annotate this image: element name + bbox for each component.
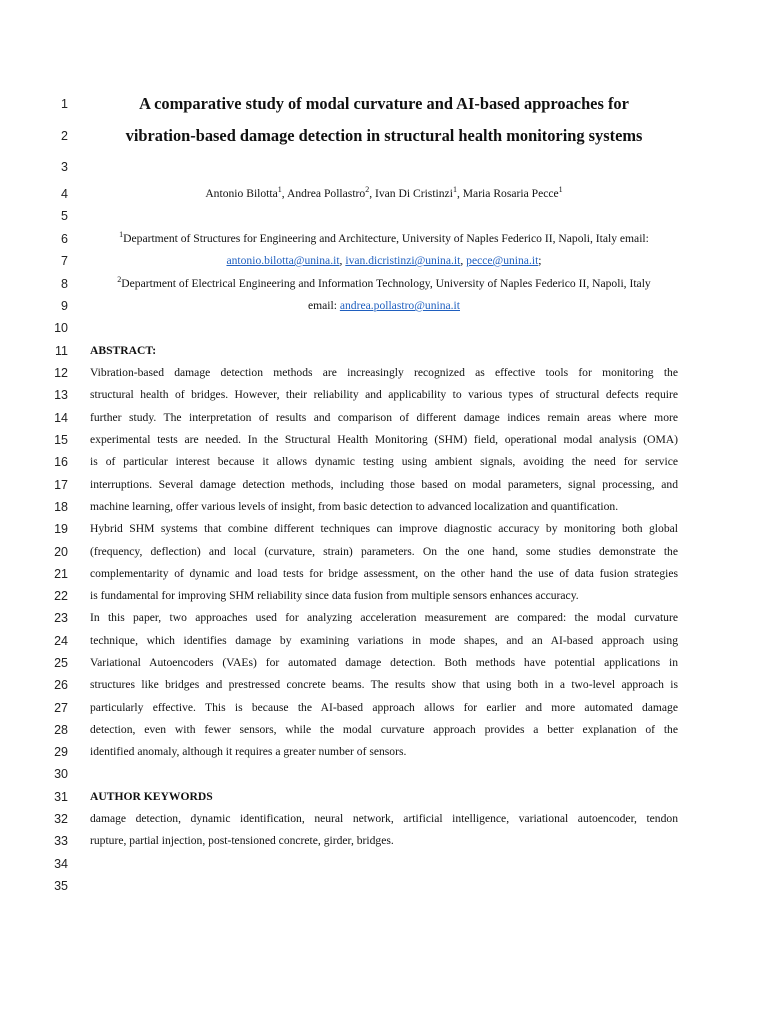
affiliation-text: Department of Electrical Engineering and Information Technology, University of Naples Federico II, Napoli, Italy [121, 277, 651, 290]
line-number: 14 [54, 411, 68, 425]
affiliation-text: Department of Structures for Engineering and Architecture, University of Naples Federico II, Napoli, Italy email: [123, 232, 649, 245]
line-number: 19 [54, 522, 68, 536]
author-name: Antonio Bilotta [205, 187, 278, 200]
line-number: 26 [54, 678, 68, 692]
line-number: 6 [61, 232, 68, 246]
line-number: 34 [54, 857, 68, 871]
line-number: 15 [54, 433, 68, 447]
email-label: email: [307, 299, 340, 312]
abstract-line: particularly effective. This is because the AI-based approach allows for earlier and more automated damage [90, 701, 678, 714]
email-link[interactable]: andrea.pollastro@unina.it [339, 299, 460, 312]
affiliation-mark: 2 [117, 275, 122, 285]
author-name: Maria Rosaria Pecce [462, 187, 559, 200]
email-separator: , [339, 254, 346, 267]
affiliation-1 [90, 231, 678, 247]
abstract-line: is fundamental for improving SHM reliability since data fusion from multiple sensors enhances accuracy. [90, 589, 579, 602]
line-number: 25 [54, 656, 68, 670]
abstract-line: interruptions. Several damage detection methods, including those based on modal parameters, signal processing, and [90, 478, 678, 491]
author-affiliation-mark: 1 [277, 185, 282, 195]
affiliation-mark: 1 [119, 230, 124, 240]
affiliation-2-email [90, 298, 678, 314]
abstract-line: experimental tests are needed. In the Structural Health Monitoring (SHM) field, operational modal analysis (OMA) [90, 433, 678, 446]
abstract-line: further study. The interpretation of results and comparison of different damage indices remain areas where more [90, 411, 678, 424]
line-number: 28 [54, 723, 68, 737]
line-number: 30 [54, 767, 68, 781]
abstract-line: complementarity of dynamic and load tests for bridge assessment, on the other hand the use of data fusion strategies [90, 567, 678, 580]
abstract-line: Vibration-based damage detection methods are increasingly recognized as effective tools for monitoring the [90, 366, 678, 379]
line-number: 8 [61, 277, 68, 291]
line-number: 13 [54, 388, 68, 402]
keywords-heading: AUTHOR KEYWORDS [90, 790, 213, 803]
abstract-heading: ABSTRACT: [90, 344, 157, 357]
abstract-line: Hybrid SHM systems that combine different techniques can improve diagnostic accuracy by monitoring both global [90, 522, 678, 535]
affiliation-2 [90, 276, 678, 292]
line-number: 24 [54, 634, 68, 648]
line-number: 3 [61, 160, 68, 174]
abstract-line: detection, even with fewer sensors, while the modal curvature approach provides a better explanation of the [90, 723, 678, 736]
line-number: 7 [61, 254, 68, 268]
author-separator: , [281, 187, 287, 200]
abstract-line: structures like bridges and prestressed concrete beams. The results show that using both in a two-level approach is [90, 678, 678, 691]
abstract-line: technique, which identifies damage by examining variations in mode shapes, and an AI-based approach using [90, 634, 678, 647]
email-separator: , [460, 254, 467, 267]
line-number: 11 [55, 344, 68, 358]
abstract-line: structural health of bridges. However, their reliability and applicability to various types of structural defects require [90, 388, 678, 401]
line-number: 29 [54, 745, 68, 759]
line-number: 10 [54, 321, 68, 335]
author-affiliation-mark: 1 [452, 185, 457, 195]
line-number: 16 [54, 455, 68, 469]
keywords-line: damage detection, dynamic identification, neural network, artificial intelligence, variational autoencoder, tendon [90, 812, 678, 825]
abstract-line: identified anomaly, although it requires a greater number of sensors. [90, 745, 407, 758]
abstract-line: In this paper, two approaches used for analyzing acceleration measurement are compared: the modal curvature [90, 611, 678, 624]
title-line: vibration-based damage detection in structural health monitoring systems [125, 126, 643, 145]
keywords-line: rupture, partial injection, post-tensioned concrete, girder, bridges. [90, 834, 394, 847]
author-separator: , [456, 187, 463, 200]
line-number: 20 [54, 545, 68, 559]
line-number: 4 [61, 187, 68, 201]
abstract-line: (frequency, deflection) and local (curvature, strain) parameters. On the one hand, some studies demonstrate the [90, 545, 678, 558]
line-number: 32 [54, 812, 68, 826]
abstract-line: Variational Autoencoders (VAEs) for automated damage detection. Both methods have potential applications in [90, 656, 678, 669]
line-number: 22 [54, 589, 68, 603]
line-number: 5 [61, 209, 68, 223]
email-terminator: ; [538, 254, 542, 267]
affiliation-1-emails [90, 253, 678, 269]
line-number: 17 [54, 478, 68, 492]
line-number: 23 [54, 611, 68, 625]
line-number: 35 [54, 879, 68, 893]
line-number: 9 [61, 299, 68, 313]
line-number: 21 [54, 567, 68, 581]
line-number: 2 [61, 129, 68, 143]
email-link[interactable]: pecce@unina.it [466, 254, 539, 267]
line-number: 31 [54, 790, 68, 804]
email-link[interactable]: antonio.bilotta@unina.it [226, 254, 340, 267]
author-name: Ivan Di Cristinzi [375, 187, 453, 200]
abstract-line: machine learning, offer various levels of insight, from basic detection to advanced localization and quantification. [90, 500, 619, 513]
author-list [90, 186, 678, 202]
line-number: 18 [54, 500, 68, 514]
abstract-line: is of particular interest because it allows dynamic testing using ambient signals, avoiding the need for service [90, 455, 678, 468]
email-link[interactable]: ivan.dicristinzi@unina.it [345, 254, 461, 267]
title-line: A comparative study of modal curvature and AI-based approaches for [139, 94, 629, 113]
line-number: 1 [61, 97, 68, 111]
line-number: 33 [54, 834, 68, 848]
line-number: 12 [54, 366, 68, 380]
author-separator: , [369, 187, 375, 200]
author-name: Andrea Pollastro [286, 187, 366, 200]
line-number: 27 [54, 701, 68, 715]
author-affiliation-mark: 2 [365, 185, 370, 195]
author-affiliation-mark: 1 [558, 185, 563, 195]
